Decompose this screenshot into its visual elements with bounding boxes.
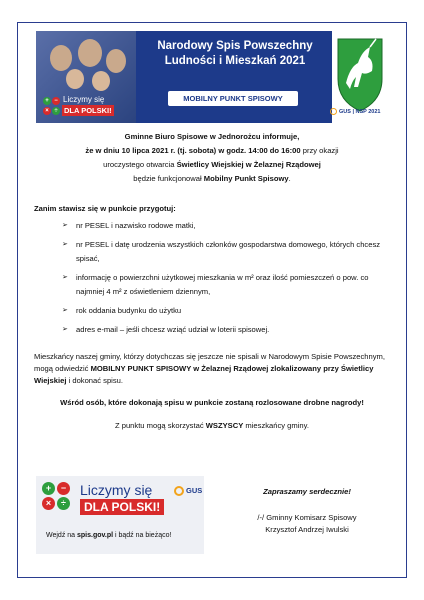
liczymy-small-line1: Liczymy się [63,95,105,104]
gus-nsp-text: GUS | NSP 2021 [339,108,381,115]
intro-line1: Gminne Biuro Spisowe w Jednorożcu informuje, [124,132,300,141]
prepare-list [62,219,390,337]
intro-line3: uroczystego otwarcia Świetlicy Wiejskiej w Żelaznej Rządowej [103,160,321,169]
invitation-text: Zapraszamy serdecznie! [263,487,351,496]
gus-logo: GUS [174,486,202,496]
liczymy-small-line2: DLA POLSKI! [64,106,112,115]
website-line: Wejdź na spis.gov.pl i bądź na bieżąco! [46,532,172,539]
signature-line1: /-/ Gminny Komisarz Spisowy [257,513,357,522]
liczymy-logo-large [36,476,204,554]
gus-nsp-label [330,108,381,115]
prizes-line: Wśród osób, które dokonają spisu w punkcie zostaną rozlosowane drobne nagrody! [60,398,364,407]
announcement-body [34,128,390,433]
banner-title-line1: Narodowy Spis Powszechny [157,40,313,52]
math-operators-icon: + − × ÷ [42,482,70,512]
liczymy-logo-small [40,95,116,119]
intro-line2: że w dniu 10 lipca 2021 r. (tj. sobota) w godz. 14:00 do 16:00 przy okazji [85,146,339,155]
gus-logo-icon [174,486,184,496]
signature-line2: Krzysztof Andrzej Iwulski [265,525,349,534]
mobile-point-badge: MOBILNY PUNKT SPISOWY [168,91,298,106]
list-item: ➢ adres e-mail – jeśli chcesz wziąć udział w loterii spisowej. [62,323,390,337]
list-item: ➢ nr PESEL i datę urodzenia wszystkich członków gospodarstwa domowego, których chcesz spisać, [62,238,390,266]
banner-title-line2: Ludności i Mieszkań 2021 [164,55,306,67]
all-residents-line: Z punktu mogą skorzystać WSZYSCY mieszkańcy gminy. [114,421,309,430]
gus-logo-icon [330,108,337,115]
liczymy-large-line2: DLA POLSKI! [80,499,164,515]
residents-paragraph: Mieszkańcy naszej gminy, którzy dotychczas się jeszcze nie spisali w Narodowym Spisie Powszechnym, mogą odwiedzić MOBILNY PUNKT SPISOWY w Żelaznej Rządowej zlokalizowany przy Świetlicy Wiejskiej i dokonać spisu. [34,352,385,385]
math-operators-icon: + − × ÷ [43,97,61,117]
list-item: ➢ informację o powierzchni użytkowej mieszkania w m² oraz ilość pomieszczeń o pow. co najmniej 4 m² z oświetleniem dziennym, [62,271,390,299]
signature-block [232,486,382,536]
prepare-heading: Zanim stawisz się w punkcie przygotuj: [34,204,176,213]
banner-title [140,39,330,69]
list-item: ➢ nr PESEL i nazwisko rodowe matki, [62,219,390,233]
intro-line4: będzie funkcjonował Mobilny Punkt Spisowy. [133,174,291,183]
list-item: ➢ rok oddania budynku do użytku [62,304,390,318]
liczymy-large-line1: Liczymy się [80,482,153,498]
